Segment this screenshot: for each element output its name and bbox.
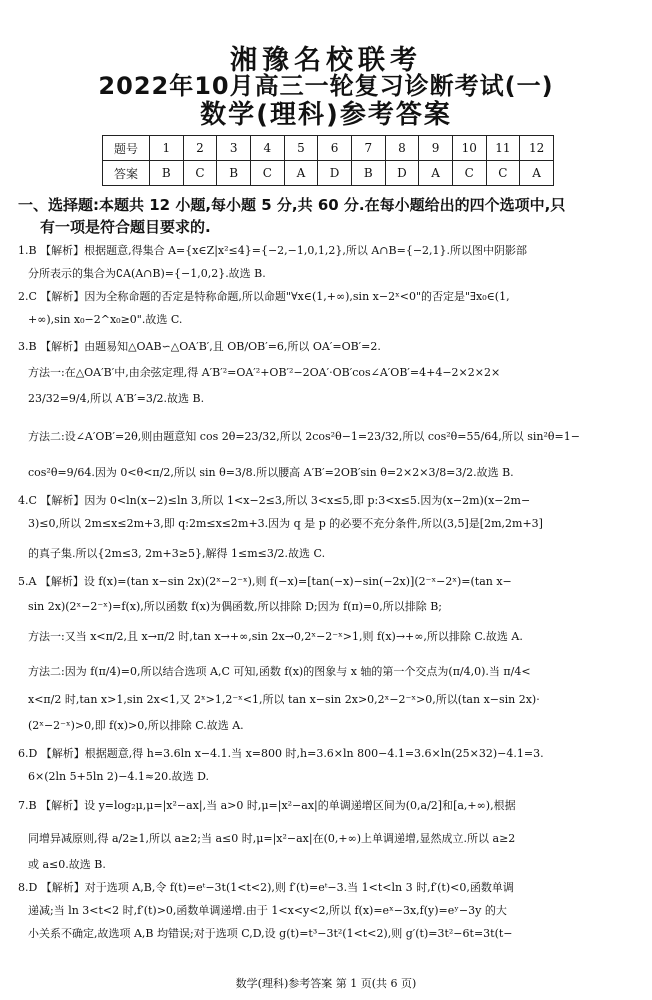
solution-line: 6.D 【解析】根据题意,得 h=3.6ln x−4.1.当 x=800 时,h=3.6×ln 800−4.1=3.6×ln(25×32)−4.1=3. bbox=[18, 747, 544, 760]
solution-line: 4.C 【解析】因为 0<ln(x−2)≤ln 3,所以 1<x−2≤3,所以 3<x≤5,即 p:3<x≤5.因为(x−2m)(x−2m− bbox=[18, 494, 531, 507]
solution-line: 的真子集.所以{2m≤3, 2m+3≥5},解得 1≤m≤3/2.故选 C. bbox=[28, 547, 326, 560]
header-line2: 2022年10月高三一轮复习诊断考试(一) bbox=[98, 72, 554, 100]
q-number: 7 bbox=[351, 136, 385, 161]
q-number: 2 bbox=[183, 136, 217, 161]
answer-table bbox=[102, 135, 554, 186]
solution-line: 方法一:在△OA′B′中,由余弦定理,得 A′B′²=OA′²+OB′²−2OA′·OB′cos∠A′OB′=4+4−2×2×2× bbox=[28, 366, 501, 379]
solution-line: 2.C 【解析】因为全称命题的否定是特称命题,所以命题"∀x∈(1,+∞),sin x−2ˣ<0"的否定是"∃x₀∈(1, bbox=[18, 290, 510, 303]
solution-line: x<π/2 时,tan x>1,sin 2x<1,又 2ˣ>1,2⁻ˣ<1,所以 tan x−sin 2x>0,2ˣ−2⁻ˣ>0,所以(tan x−sin 2x)· bbox=[28, 693, 540, 706]
q-number: 9 bbox=[419, 136, 453, 161]
header-line3: 数学(理科)参考答案 bbox=[200, 100, 452, 130]
q-number: 4 bbox=[250, 136, 284, 161]
answer-cell: C bbox=[183, 161, 217, 186]
answer-cell: C bbox=[452, 161, 486, 186]
q-number: 11 bbox=[486, 136, 520, 161]
section-heading-line1: 一、选择题:本题共 12 小题,每小题 5 分,共 60 分.在每小题给出的四个选项中,只 bbox=[18, 196, 566, 214]
solution-line: 方法二:设∠A′OB′=2θ,则由题意知 cos 2θ=23/32,所以 2cos²θ−1=23/32,所以 cos²θ=55/64,所以 sin²θ=1− bbox=[28, 430, 580, 443]
solution-line: 方法一:又当 x<π/2,且 x→π/2 时,tan x→+∞,sin 2x→0,2ˣ−2⁻ˣ>1,则 f(x)→+∞,所以排除 C.故选 A. bbox=[28, 630, 523, 643]
q-number: 3 bbox=[217, 136, 251, 161]
answer-cell: B bbox=[217, 161, 251, 186]
solution-line: (2ˣ−2⁻ˣ)>0,即 f(x)>0,所以排除 C.故选 A. bbox=[28, 719, 244, 732]
solution-line: cos²θ=9/64.因为 0<θ<π/2,所以 sin θ=3/8.所以腰高 A′B′=2OB′sin θ=2×2×3/8=3/2.故选 B. bbox=[28, 466, 514, 479]
header-line1: 湘豫名校联考 bbox=[230, 45, 422, 76]
answer-cell: C bbox=[250, 161, 284, 186]
row-label: 答案 bbox=[103, 161, 150, 186]
solution-line: 方法二:因为 f(π/4)=0,所以结合选项 A,C 可知,函数 f(x)的图象与 x 轴的第一个交点为(π/4,0).当 π/4< bbox=[28, 665, 531, 678]
answer-cell: C bbox=[486, 161, 520, 186]
solution-line: 同增异减原则,得 a/2≥1,所以 a≥2;当 a≤0 时,μ=|x²−ax|在(0,+∞)上单调递增,显然成立.所以 a≥2 bbox=[28, 832, 516, 845]
solution-line: 1.B 【解析】根据题意,得集合 A={x∈Z|x²≤4}={−2,−1,0,1,2},所以 A∩B={−2,1}.所以图中阴影部 bbox=[18, 244, 528, 257]
q-number: 8 bbox=[385, 136, 419, 161]
solution-line: 7.B 【解析】设 y=log₂μ,μ=|x²−ax|,当 a>0 时,μ=|x²−ax|的单调递增区间为(0,a/2]和[a,+∞),根据 bbox=[18, 799, 516, 812]
answer-cell: D bbox=[385, 161, 419, 186]
answer-table-answer-row bbox=[103, 161, 554, 186]
answer-cell: B bbox=[150, 161, 184, 186]
q-number: 10 bbox=[452, 136, 486, 161]
solution-line: 小关系不确定,故选项 A,B 均错误;对于选项 C,D,设 g(t)=t³−3t²(1<t<2),则 g′(t)=3t²−6t=3t(t− bbox=[28, 927, 513, 940]
solution-line: 分所表示的集合为∁A(A∩B)={−1,0,2}.故选 B. bbox=[28, 267, 266, 280]
q-number: 1 bbox=[150, 136, 184, 161]
row-label: 题号 bbox=[103, 136, 150, 161]
answer-cell: A bbox=[520, 161, 554, 186]
solution-line: 8.D 【解析】对于选项 A,B,令 f(t)=eᵗ−3t(1<t<2),则 f′(t)=eᵗ−3.当 1<t<ln 3 时,f′(t)<0,函数单调 bbox=[18, 881, 514, 894]
answer-cell: D bbox=[318, 161, 352, 186]
solution-line: sin 2x)(2ˣ−2⁻ˣ)=f(x),所以函数 f(x)为偶函数,所以排除 D;因为 f(π)=0,所以排除 B; bbox=[28, 600, 442, 613]
answer-cell: A bbox=[419, 161, 453, 186]
solution-line: 递减;当 ln 3<t<2 时,f′(t)>0,函数单调递增.由于 1<x<y<2,所以 f(x)=eˣ−3x,f(y)=eʸ−3y 的大 bbox=[28, 904, 507, 917]
q-number: 6 bbox=[318, 136, 352, 161]
solution-line: 6×(2ln 5+5ln 2)−4.1≈20.故选 D. bbox=[28, 770, 210, 783]
solution-line: 23/32=9/4,所以 A′B′=3/2.故选 B. bbox=[28, 392, 205, 405]
q-number: 5 bbox=[284, 136, 318, 161]
solution-line: 3)≤0,所以 2m≤x≤2m+3,即 q:2m≤x≤2m+3.因为 q 是 p 的必要不充分条件,所以(3,5]是[2m,2m+3] bbox=[28, 517, 543, 530]
section-heading-line2: 有一项是符合题目要求的. bbox=[40, 218, 211, 236]
page-footer: 数学(理科)参考答案 第 1 页(共 6 页) bbox=[235, 977, 417, 990]
solution-line: 或 a≤0.故选 B. bbox=[28, 858, 106, 871]
solution-line: 3.B 【解析】由题易知△OAB∽△OA′B′,且 OB/OB′=6,所以 OA′=OB′=2. bbox=[18, 340, 381, 353]
solution-line: 5.A 【解析】设 f(x)=(tan x−sin 2x)(2ˣ−2⁻ˣ),则 f(−x)=[tan(−x)−sin(−2x)](2⁻ˣ−2ˣ)=(tan x− bbox=[18, 575, 512, 588]
answer-cell: A bbox=[284, 161, 318, 186]
answer-cell: B bbox=[351, 161, 385, 186]
answer-table-number-row bbox=[103, 136, 554, 161]
solution-line: +∞),sin x₀−2^x₀≥0".故选 C. bbox=[28, 313, 183, 326]
q-number: 12 bbox=[520, 136, 554, 161]
